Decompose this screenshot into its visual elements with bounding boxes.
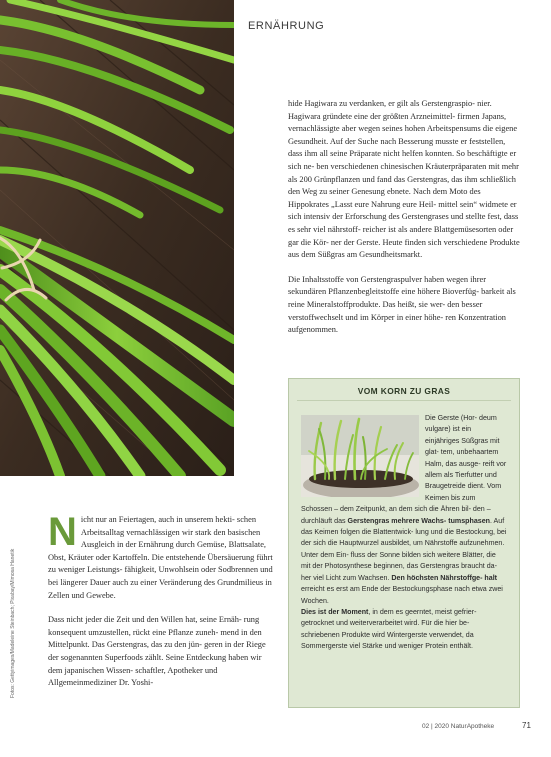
box-text-bold: Gerstengras mehrere Wachs- tumsphasen [347, 516, 490, 525]
barley-grass-illustration [0, 0, 234, 476]
box-text-bold: Dies ist der Moment [301, 607, 369, 616]
box-text-run: Die Gerste (Hor- deum vulgare) ist ein einjähriges Süßgras mit glat- tem, unbehaartem Halm, das ausge- reift vor allem als Tierfutter und Braugetreide dient. Vom Keimen bis zum Schossen – dem Zeitpunkt, an dem sich die Ähren bil- den – durchläuft das [301, 414, 507, 525]
box-text-bold: Den höchsten Nährstoffge- halt [391, 573, 498, 582]
barley-grass-photo [0, 0, 234, 476]
article-text: icht nur an Feiertagen, auch in unserem hekti- schen Arbeitsalltag vernachlässigen wir stark den basischen Ausgleich in der Ernährung durch Gemüse, Blattsalate, Obst, Kräuter oder Kartoffeln. Die entstehende Übersäuerung führt zu weniger Leistungs- fähigkeit, Unwohlsein oder Sodbrennen und bei längerer Dauer auch zu einer Veränderung des Grundmilieus in Zellen und Gewebe. [48, 515, 273, 600]
drop-cap: N [48, 510, 77, 554]
section-label: ERNÄHRUNG [248, 20, 325, 32]
box-text-run: . Auf das Keimen folgen die Blattentwick- lung und die Bestockung, bei der sich die Hauptwurzel ausbildet, um Nährstoffe aufzunehmen. Unter dem Ein- fluss der Sonne bilden sich weitere Blätter, die mit der Photosynthese beginnen, das Gerstengras braucht da- her viel Licht zum Wachsen. [301, 516, 507, 582]
box-text-run: , in dem es geerntet, meist gefrier- getrocknet und weiterverarbeitet wird. Für die hier be- schriebenen Produkte wird Wintergerste verwendet, da Sommergerste viel Stärke und weniger Protein enthält. [301, 607, 477, 651]
info-box [288, 378, 520, 708]
seedling-illustration [301, 415, 419, 497]
photo-credit: Fotos: Gettyimages/Madeleine Steinbach; Pixabay/Mimosa Hanetik [10, 548, 16, 698]
article-paragraph: Die Inhaltsstoffe von Gerstengraspulver haben wegen ihrer sekundären Pflanzenbegleitstoffe eine höhere Bioverfüg- barkeit als reine Mineralstoffprodukte. Das heißt, sie wer- den besser verstoffwechselt und im Körper in einer höhe- ren Konzentration aufgenommen. [288, 274, 516, 335]
seedling-photo [301, 415, 419, 497]
issue-footer: 02 | 2020 NaturApotheke [422, 723, 495, 730]
page-number: 71 [522, 721, 531, 730]
article-column-top [288, 98, 520, 349]
article-paragraph: Dass nicht jeder die Zeit und den Willen hat, seine Ernäh- rung konsequent umzustellen, rückt eine Pflanze zuneh- mend in den Mittelpunkt. Das Gerstengras, das zu den jün- geren in der Riege der sogenannten Superfoods zählt. Seine Entdeckung haben wir dem japanischen Wissen- schaftler, Apotheker und Allgemeinmediziner Dr. Yoshi- [48, 615, 266, 688]
article-paragraph: hide Hagiwara zu verdanken, er gilt als Gerstengraspio- nier. Hagiwara gründete eine der größten Arzneimittel- firmen Japans, vernachlässigte aber wegen seines hohen Arbeitspensums die eigene Gesundheit. Auf der Suche nach Besserung musste er feststellen, dass ihm all seine Präparate nicht helfen konnten. So beschäftigte er sich ne- ben verschiedenen chinesischen Kräuterpräparaten mit mehr als 200 Grünpflanzen und fand das Gerstengras, das ihm schließlich den Weg zu seiner Genesung ebnete. Nach dem Moto des Hippokrates „Lasst eure Nahrung eure Heil- mittel sein“ widmete er sich intensiv der Erforschung des Gerstengrases und stellte fest, dass es sehr viel nährstoff- reicher ist als andere Blattgemüsesorten oder gar die Kör- ner der Gerste. Heute finden sich verschiedene Produkte aus dem Süßgras am Gesundheitsmarkt. [288, 99, 520, 260]
box-text-run: erreicht es erst am Ende der Bestockungsphase nach etwa zwei Wochen. [301, 585, 503, 605]
article-paragraph [48, 510, 276, 602]
article-column-bottom [48, 510, 276, 702]
info-box-title: VOM KORN ZU GRAS [297, 379, 511, 401]
